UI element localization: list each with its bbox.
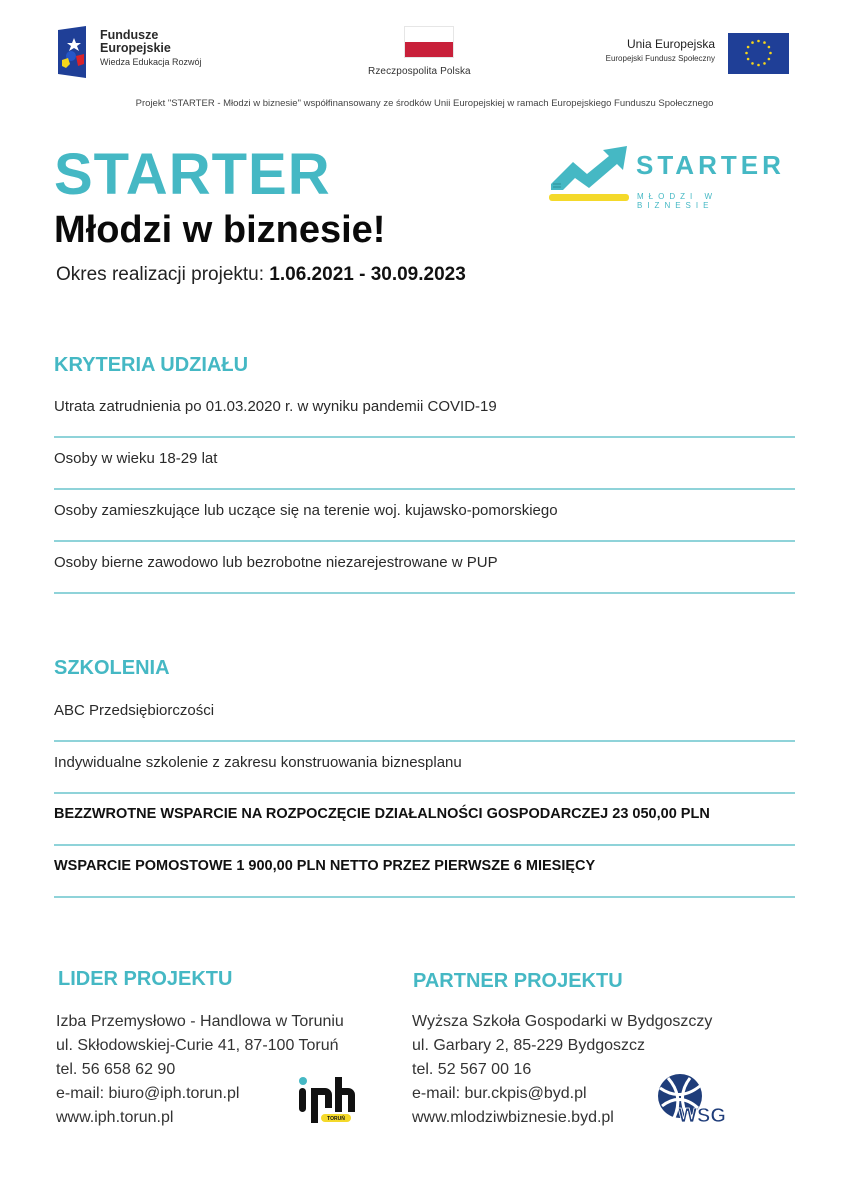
criteria-item (54, 490, 795, 542)
partner-address: ul. Garbary 2, 85-229 Bydgoszcz (412, 1037, 646, 1054)
support-item-text: BEZZWROTNE WSPARCIE NA ROZPOCZĘCIE DZIAŁALNOŚCI GOSPODARCZEJ 23 050,00 PLN (54, 806, 710, 822)
polish-flag-icon (404, 26, 454, 58)
support-item (54, 846, 795, 898)
criteria-item (54, 386, 795, 438)
support-item-text: WSPARCIE POMOSTOWE 1 900,00 PLN NETTO PRZEZ PIERWSZE 6 MIESIĘCY (54, 858, 596, 874)
starter-logo-tagline: MŁODZI W BIZNESIE (637, 192, 717, 210)
partner-heading: PARTNER PROJEKTU (413, 970, 623, 992)
fe-line1: Fundusze (100, 28, 159, 42)
starter-logo-word: STARTER (636, 150, 785, 180)
iph-logo-icon (297, 1075, 355, 1123)
ue-line2: Europejski Fundusz Społeczny (605, 54, 715, 63)
leader-address: ul. Skłodowskiej-Curie 41, 87-100 Toruń (56, 1037, 339, 1054)
training-item-text: ABC Przedsiębiorczości (54, 702, 215, 719)
ue-line1: Unia Europejska (626, 37, 715, 51)
eu-flag-icon (728, 33, 789, 74)
period-label: Okres realizacji projektu: (56, 264, 270, 285)
rzeczpospolita-polska-logo (360, 26, 500, 82)
training-item (54, 742, 795, 794)
leader-email[interactable]: e-mail: biuro@iph.torun.pl (56, 1085, 240, 1102)
support-item (54, 794, 795, 846)
trainings-heading: SZKOLENIA (54, 657, 170, 679)
training-item (54, 690, 795, 742)
partner-phone: tel. 52 567 00 16 (412, 1061, 532, 1078)
wsg-logo-icon (654, 1072, 726, 1128)
svg-text:WSG: WSG (678, 1105, 726, 1127)
project-period (56, 264, 466, 286)
criteria-item (54, 438, 795, 490)
criteria-item-text: Osoby w wieku 18-29 lat (54, 450, 218, 467)
partner-email[interactable]: e-mail: bur.ckpis@byd.pl (412, 1085, 587, 1102)
leader-website[interactable]: www.iph.torun.pl (56, 1109, 174, 1126)
page-subtitle: Młodzi w biznesie! (54, 209, 386, 251)
period-value: 1.06.2021 - 30.09.2023 (269, 264, 466, 285)
pl-label: Rzeczpospolita Polska (368, 66, 471, 77)
fe-line3: Wiedza Edukacja Rozwój (100, 57, 202, 67)
partner-name: Wyższa Szkoła Gospodarki w Bydgoszczy (412, 1013, 713, 1030)
criteria-item-text: Osoby bierne zawodowo lub bezrobotne niezarejestrowane w PUP (54, 554, 498, 571)
page-title: STARTER (54, 142, 331, 207)
svg-text:TORUŃ: TORUŃ (327, 1116, 345, 1122)
cofinancing-note: Projekt "STARTER - Młodzi w biznesie" współfinansowany ze środków Unii Europejskiej w ramach Europejskiego Funduszu Społecznego (135, 98, 714, 109)
logo-underline (549, 194, 629, 201)
fundusze-europejskie-logo (58, 24, 228, 80)
partner-website[interactable]: www.mlodziwbiznesie.byd.pl (412, 1109, 614, 1126)
leader-phone: tel. 56 658 62 90 (56, 1061, 176, 1078)
leader-name: Izba Przemysłowo - Handlowa w Toruniu (56, 1013, 344, 1030)
criteria-heading: KRYTERIA UDZIAŁU (54, 354, 249, 376)
criteria-item (54, 542, 795, 594)
leader-heading: LIDER PROJEKTU (58, 968, 233, 990)
training-item-text: Indywidualne szkolenie z zakresu konstruowania biznesplanu (54, 754, 462, 771)
fe-line2: Europejskie (100, 41, 171, 55)
unia-europejska-logo (579, 33, 789, 75)
starter-logo (547, 144, 797, 210)
criteria-item-text: Osoby zamieszkujące lub uczące się na terenie woj. kujawsko-pomorskiego (54, 502, 558, 519)
criteria-item-text: Utrata zatrudnienia po 01.03.2020 r. w wyniku pandemii COVID-19 (54, 398, 497, 415)
growth-arrow-icon (547, 144, 629, 196)
fe-flag-icon (58, 26, 86, 78)
